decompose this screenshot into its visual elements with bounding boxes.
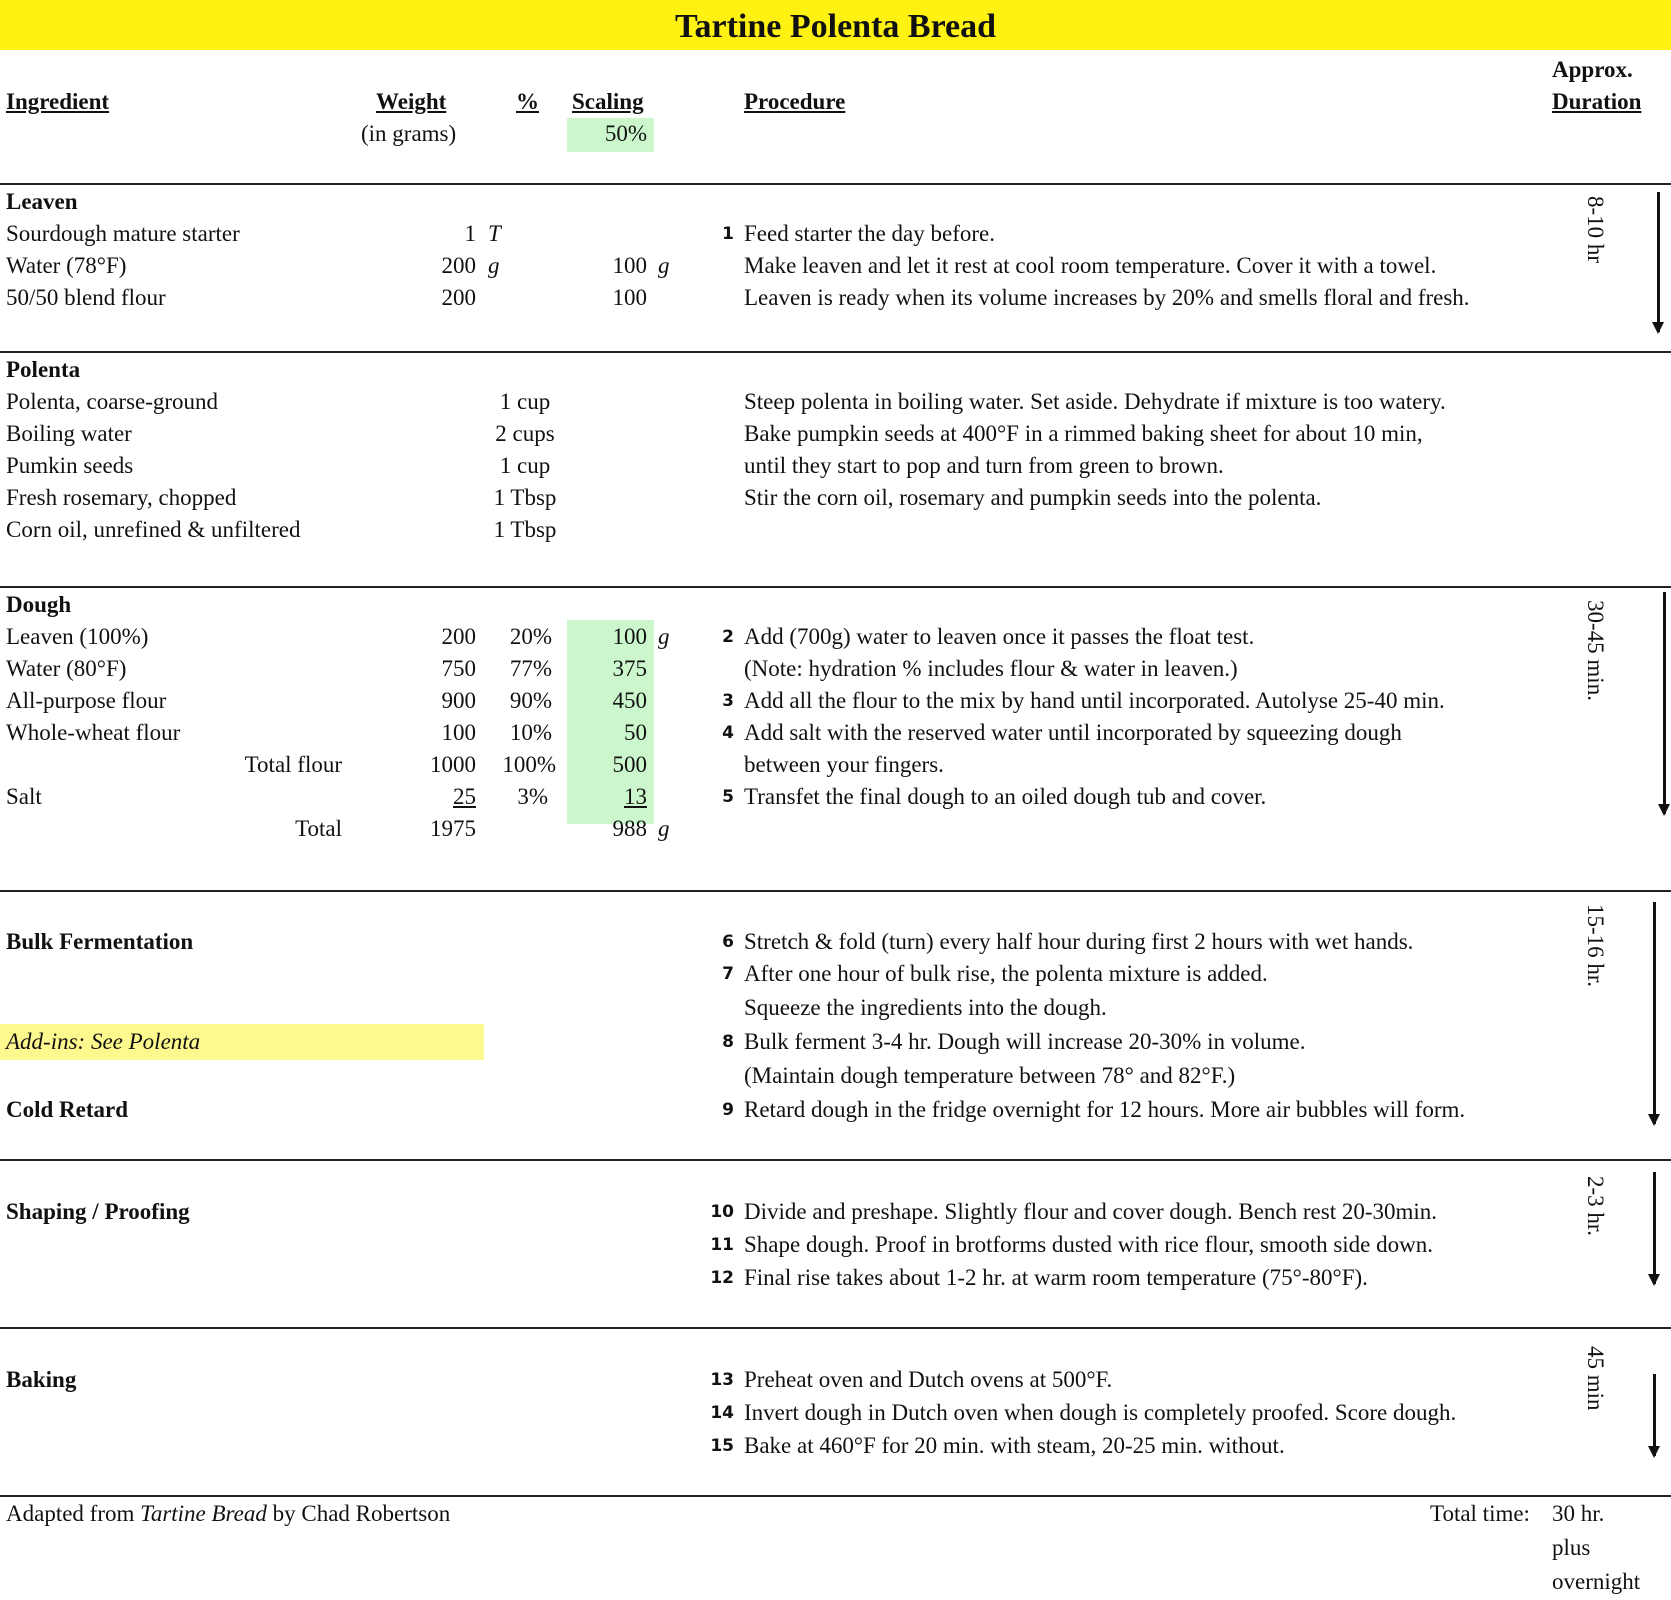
section-divider: [0, 183, 1671, 185]
step-text: Invert dough in Dutch oven when dough is completely proofed. Score dough.: [744, 1400, 1457, 1425]
ingredient-percent: 20%: [509, 624, 552, 649]
duration-arrow-icon: [1653, 1172, 1656, 1284]
ingredient-name: Water (78°F): [6, 253, 127, 278]
step-number: 4: [722, 723, 734, 743]
ingredient-name: Sourdough mature starter: [6, 221, 240, 246]
step-number: 9: [722, 1100, 734, 1120]
ingredient-weight: 200: [441, 624, 476, 649]
step-number: 14: [710, 1403, 734, 1423]
step-text: After one hour of bulk rise, the polenta mixture is added.: [744, 961, 1268, 986]
ingredient-unit: T: [488, 221, 501, 246]
polenta-ingredient-name: Pumkin seeds: [6, 453, 134, 478]
step-text: Final rise takes about 1-2 hr. at warm room temperature (75°-80°F).: [744, 1265, 1368, 1290]
step-text: Preheat oven and Dutch ovens at 500°F.: [744, 1367, 1113, 1392]
polenta-ingredient-amount: 1 Tbsp: [493, 517, 557, 542]
section-divider: [0, 351, 1671, 353]
polenta-ingredient-name: Polenta, coarse-ground: [6, 389, 219, 414]
header-percent: %: [516, 89, 539, 114]
step-text: Bulk ferment 3-4 hr. Dough will increase 20-30% in volume.: [744, 1029, 1306, 1054]
duration-leaven: 8-10 hr: [1583, 196, 1608, 264]
header-procedure: Procedure: [744, 89, 846, 114]
step-text: between your fingers.: [744, 752, 944, 777]
section-heading-dough: Dough: [6, 592, 72, 617]
step-number: 1: [722, 224, 734, 244]
step-number: 13: [710, 1370, 734, 1390]
ingredient-name: All-purpose flour: [6, 688, 167, 713]
duration-dough: 30-45 min.: [1583, 600, 1608, 701]
credit-author: by Chad Robertson: [266, 1501, 451, 1526]
step-number: 2: [722, 627, 734, 647]
ingredient-scaled: [567, 781, 647, 813]
ingredient-percent: 10%: [509, 720, 552, 745]
step-text: Squeeze the ingredients into the dough.: [744, 995, 1107, 1020]
section-heading-baking: Baking: [6, 1367, 77, 1392]
scaled-value: 13: [624, 784, 647, 809]
polenta-ingredient-amount: 1 cup: [499, 453, 551, 478]
ingredient-weight: 1: [464, 221, 476, 246]
ingredient-unit: g: [488, 253, 500, 278]
header-scaling: Scaling: [572, 89, 644, 114]
step-text: Transfet the final dough to an oiled dough tub and cover.: [744, 784, 1267, 809]
ingredient-weight: 1000: [430, 752, 476, 777]
step-text: Bake at 460°F for 20 min. with steam, 20-25 min. without.: [744, 1433, 1285, 1458]
ingredient-weight: 100: [441, 720, 476, 745]
step-text: Stir the corn oil, rosemary and pumpkin seeds into the polenta.: [744, 485, 1322, 510]
section-heading-polenta: Polenta: [6, 357, 81, 382]
ingredient-scaled-unit: g: [658, 253, 670, 278]
page-title: Tartine Polenta Bread: [674, 8, 997, 45]
ingredient-name: Leaven (100%): [6, 624, 149, 649]
total-time-overnight: overnight: [1552, 1569, 1641, 1594]
ingredient-scaled: 50: [624, 720, 647, 745]
ingredient-name: Salt: [6, 784, 42, 809]
step-text: Retard dough in the fridge overnight for 12 hours. More air bubbles will form.: [744, 1097, 1466, 1122]
section-divider: [0, 1327, 1671, 1329]
step-number: 15: [710, 1436, 734, 1456]
credit-prefix: Adapted from: [6, 1501, 141, 1526]
section-divider: [0, 890, 1671, 892]
duration-arrow-icon: [1657, 192, 1660, 332]
section-heading-cold-retard: Cold Retard: [6, 1097, 129, 1122]
step-text: (Maintain dough temperature between 78° and 82°F.): [744, 1063, 1236, 1088]
ingredient-name: Whole-wheat flour: [6, 720, 181, 745]
duration-bulk: 15-16 hr.: [1583, 904, 1608, 988]
ingredient-scaled-unit: g: [658, 624, 670, 649]
footer-divider: [0, 1495, 1671, 1497]
ingredient-percent: 100%: [502, 752, 556, 777]
ingredient-weight: 900: [441, 688, 476, 713]
ingredient-weight: [400, 781, 476, 813]
credit-book-title: Tartine Bread: [140, 1501, 267, 1526]
step-number: 5: [722, 787, 734, 807]
ingredient-scaled: 988: [612, 816, 647, 841]
step-number: 11: [710, 1235, 734, 1255]
step-text: Leaven is ready when its volume increases by 20% and smells floral and fresh.: [744, 285, 1470, 310]
step-number: 7: [722, 964, 734, 984]
scaling-percent-input[interactable]: 50%: [604, 121, 647, 146]
section-heading-bulk-fermentation: Bulk Fermentation: [6, 929, 194, 954]
ingredient-scaled: 100: [612, 285, 647, 310]
step-text: (Note: hydration % includes flour & water in leaven.): [744, 656, 1238, 681]
step-text: Add salt with the reserved water until incorporated by squeezing dough: [744, 720, 1402, 745]
ingredient-weight: 200: [441, 285, 476, 310]
polenta-ingredient-amount: 1 cup: [499, 389, 551, 414]
step-text: Steep polenta in boiling water. Set aside. Dehydrate if mixture is too watery.: [744, 389, 1446, 414]
credit-line: [6, 1498, 450, 1530]
header-duration-line2: Duration: [1552, 89, 1642, 114]
ingredient-weight: 1975: [430, 816, 476, 841]
ingredient-name: Total: [295, 816, 342, 841]
ingredient-percent: 77%: [509, 656, 552, 681]
weight-value: 25: [453, 784, 476, 809]
step-number: 3: [722, 691, 734, 711]
ingredient-percent: 3%: [517, 784, 548, 809]
total-time-value: 30 hr.: [1552, 1501, 1605, 1526]
step-text: Stretch & fold (turn) every half hour during first 2 hours with wet hands.: [744, 929, 1414, 954]
total-time-plus: plus: [1552, 1535, 1591, 1560]
step-number: 10: [710, 1202, 734, 1222]
step-text: Make leaven and let it rest at cool room temperature. Cover it with a towel.: [744, 253, 1437, 278]
step-text: Shape dough. Proof in brotforms dusted with rice flour, smooth side down.: [744, 1232, 1434, 1257]
ingredient-scaled: 450: [612, 688, 647, 713]
step-text: Bake pumpkin seeds at 400°F in a rimmed baking sheet for about 10 min,: [744, 421, 1423, 446]
polenta-ingredient-name: Fresh rosemary, chopped: [6, 485, 237, 510]
polenta-ingredient-amount: 2 cups: [495, 421, 555, 446]
step-text: Divide and preshape. Slightly flour and cover dough. Bench rest 20-30min.: [744, 1199, 1438, 1224]
ingredient-scaled: 500: [612, 752, 647, 777]
duration-arrow-icon: [1663, 592, 1666, 814]
header-duration-line1: Approx.: [1552, 57, 1633, 82]
ingredient-weight: 750: [441, 656, 476, 681]
step-number: 8: [722, 1032, 734, 1052]
ingredient-scaled-unit: g: [658, 816, 670, 841]
total-time-label: Total time:: [1430, 1501, 1530, 1526]
ingredient-name: Total flour: [244, 752, 342, 777]
addins-note: Add-ins: See Polenta: [6, 1029, 201, 1054]
header-weight-unit: (in grams): [361, 121, 457, 146]
step-text: Add all the flour to the mix by hand until incorporated. Autolyse 25-40 min.: [744, 688, 1445, 713]
duration-shaping: 2-3 hr.: [1583, 1176, 1608, 1237]
step-text: until they start to pop and turn from green to brown.: [744, 453, 1224, 478]
ingredient-name: 50/50 blend flour: [6, 285, 166, 310]
section-heading-shaping: Shaping / Proofing: [6, 1199, 190, 1224]
step-number: 6: [722, 932, 734, 952]
polenta-ingredient-name: Boiling water: [6, 421, 132, 446]
step-text: Feed starter the day before.: [744, 221, 995, 246]
section-divider: [0, 586, 1671, 588]
duration-arrow-icon: [1653, 902, 1656, 1124]
ingredient-weight: 200: [441, 253, 476, 278]
polenta-ingredient-name: Corn oil, unrefined & unfiltered: [6, 517, 301, 542]
step-text: Add (700g) water to leaven once it passes the float test.: [744, 624, 1255, 649]
polenta-ingredient-amount: 1 Tbsp: [493, 485, 557, 510]
duration-baking: 45 min: [1583, 1346, 1608, 1411]
header-weight: Weight: [376, 89, 447, 114]
section-heading-leaven: Leaven: [6, 189, 78, 214]
ingredient-scaled: 100: [612, 253, 647, 278]
duration-arrow-icon: [1653, 1374, 1656, 1456]
ingredient-name: Water (80°F): [6, 656, 127, 681]
section-divider: [0, 1159, 1671, 1161]
ingredient-scaled: 375: [612, 656, 647, 681]
ingredient-percent: 90%: [509, 688, 552, 713]
step-number: 12: [710, 1268, 734, 1288]
header-ingredient: Ingredient: [6, 89, 110, 114]
ingredient-scaled: 100: [612, 624, 647, 649]
